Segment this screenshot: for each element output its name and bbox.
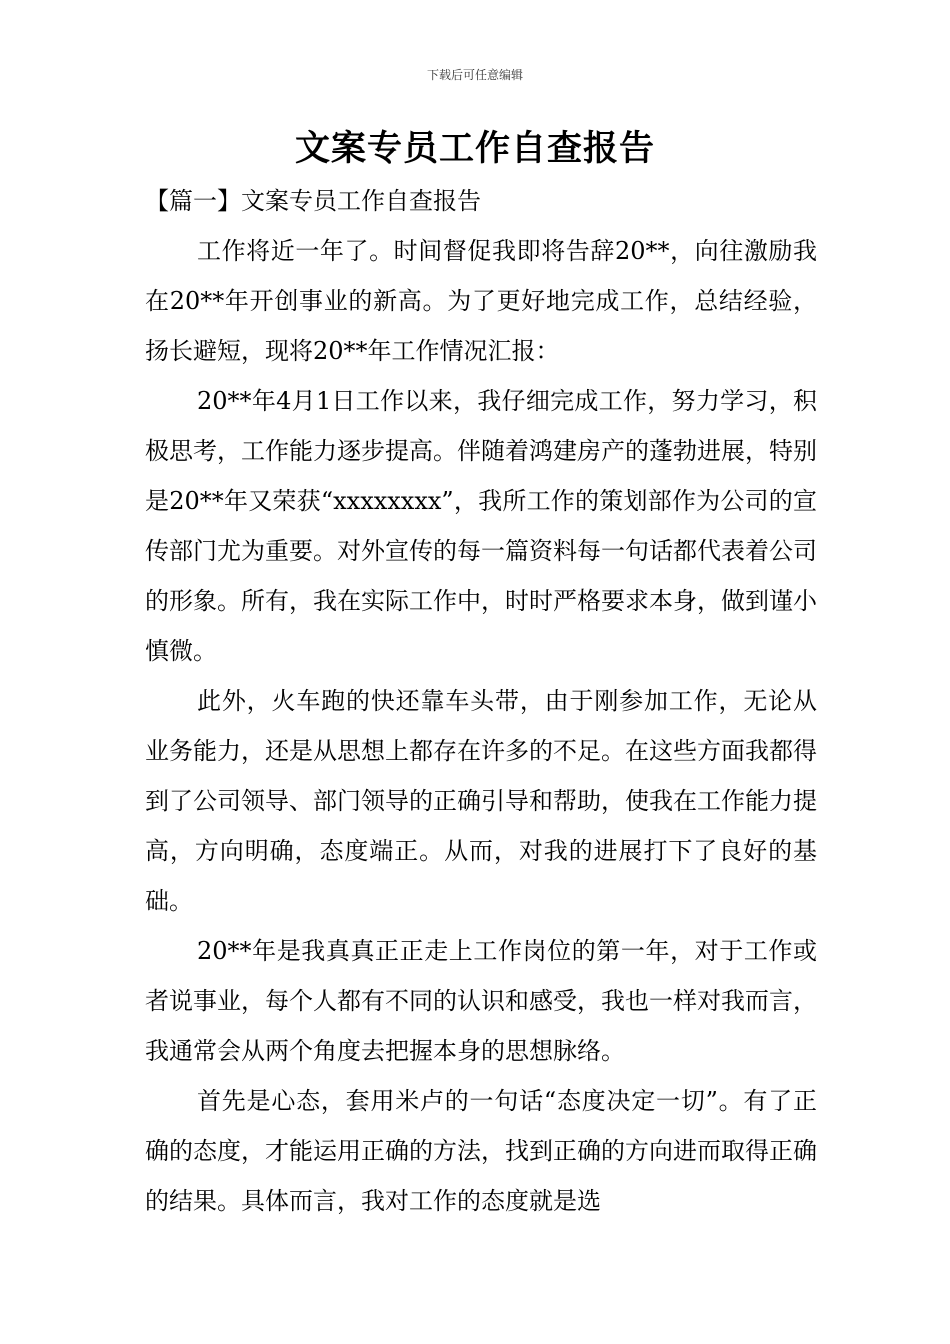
section-heading: 【篇一】文案专员工作自查报告 bbox=[145, 187, 481, 215]
paragraph-3: 此外，火车跑的快还靠车头带，由于刚参加工作，无论从业务能力，还是从思想上都存在许多的不足。在这些方面我都得到了公司领导、部门领导的正确引导和帮助，使我在工作能力提高，方向明确，态度端正。从而，对我的进展打下了良好的基础。 bbox=[145, 687, 817, 915]
paragraph-4: 20**年是我真真正正走上工作岗位的第一年，对于工作或者说事业，每个人都有不同的认识和感受，我也一样对我而言，我通常会从两个角度去把握本身的思想脉络。 bbox=[145, 937, 817, 1065]
paragraph-5: 首先是心态，套用米卢的一句话“态度决定一切”。有了正确的态度，才能运用正确的方法，找到正确的方向进而取得正确的结果。具体而言，我对工作的态度就是选 bbox=[145, 1087, 817, 1215]
header-note: 下载后可任意编辑 bbox=[426, 68, 523, 82]
paragraph-2: 20**年4月1日工作以来，我仔细完成工作，努力学习，积极思考，工作能力逐步提高。伴随着鸿建房产的蓬勃进展，特别是20**年又荣获“xxxxxxxx”，我所工作的策划部作为公司的宣传部门尤为重要。对外宣传的每一篇资料每一句话都代表着公司的形象。所有，我在实际工作中，时时严格要求本身，做到谨小慎微。 bbox=[145, 387, 817, 665]
document-body bbox=[145, 176, 817, 1226]
paragraph-1: 工作将近一年了。时间督促我即将告辞20**，向往激励我在20**年开创事业的新高。为了更好地完成工作，总结经验，扬长避短，现将20**年工作情况汇报： bbox=[145, 237, 817, 365]
document-title: 文案专员工作自查报告 bbox=[294, 128, 655, 169]
